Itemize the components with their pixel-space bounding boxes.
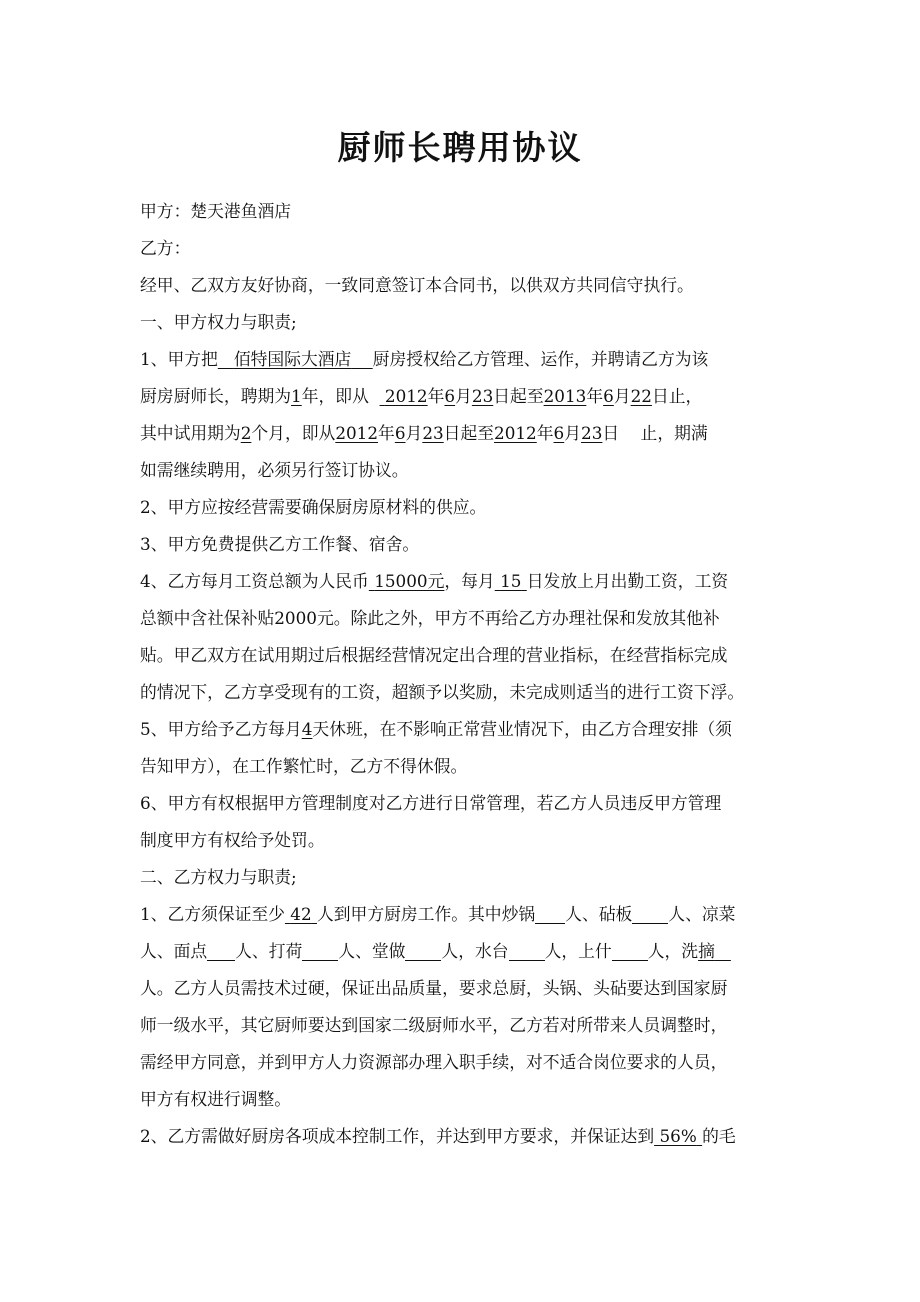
clause-a1-line-3: 其中试用期为2个月，即从2012年6月23日起至2012年6月23日 止，期满: [140, 423, 708, 443]
margin-field: 56%: [659, 1126, 697, 1146]
trial-months-field: 2: [240, 423, 252, 443]
clause-a4-line-3: 贴。甲乙双方在试用期过后根据经营情况定出合理的营业指标，在经营指标完成: [140, 645, 728, 665]
clause-b1-line-5: 需经甲方同意，并到甲方人力资源部办理入职手续，对不适合岗位要求的人员，: [140, 1052, 728, 1072]
term-years-field: 1: [291, 386, 302, 406]
section-2-heading: 二、乙方权力与职责;: [140, 867, 297, 887]
blank-water-station: [509, 940, 545, 961]
start-month-field: 6: [444, 386, 456, 406]
pay-day-field: 15: [500, 571, 522, 591]
trial-end-day-field: 23: [581, 423, 603, 443]
clause-a2: 2、甲方应按经营需要确保厨房原材料的供应。: [140, 497, 487, 517]
end-year-field: 2013: [543, 386, 587, 406]
end-month-field: 6: [603, 386, 614, 406]
blank-stir-fry: [535, 903, 565, 924]
document-title: 厨师长聘用协议: [337, 128, 583, 167]
clause-a4-line-2: 总额中含社保补贴2000元。除此之外，甲方不再给乙方办理社保和发放其他补: [140, 608, 720, 628]
trial-end-year-field: 2012: [494, 423, 537, 443]
clause-a4-line-4: 的情况下，乙方享受现有的工资，超额予以奖励，未完成则适当的进行工资下浮。: [140, 682, 745, 702]
clause-a6-line-2: 制度甲方有权给予处罚。: [140, 830, 325, 850]
trial-start-day-field: 23: [422, 423, 444, 443]
trial-start-year-field: 2012: [335, 423, 379, 443]
clause-b1-line-1: 1、乙方须保证至少 42 人到甲方厨房工作。其中炒锅 人、砧板 人、凉菜: [140, 904, 736, 924]
start-day-field: 23: [471, 386, 494, 406]
party-b-line: 乙方：: [140, 238, 191, 258]
clause-b1-line-6: 甲方有权进行调整。: [140, 1089, 292, 1109]
rest-days-field: 4: [301, 719, 313, 739]
salary-field: 15000元: [374, 571, 445, 591]
clause-a3: 3、甲方免费提供乙方工作餐、宿舍。: [140, 534, 420, 554]
clause-b1-line-2: 人、面点 人、打荷 人、堂做 人，水台 人，上什 人，洗摘: [140, 933, 800, 970]
blank-prep: [405, 940, 441, 961]
trial-start-month-field: 6: [394, 423, 406, 443]
blank-misc: [612, 940, 648, 961]
end-day-field: 22: [630, 386, 652, 406]
blank-chopping: [632, 903, 668, 924]
clause-a4-line-1: 4、乙方每月工资总额为人民币 15000元，每月 15 日发放上月出勤工资，工资: [140, 571, 729, 591]
clause-a1-line-1: 1、甲方把 佰特国际大酒店 厨房授权给乙方管理、运作，并聘请乙方为该: [140, 349, 709, 369]
clause-a6-line-1: 6、甲方有权根据甲方管理制度对乙方进行日常管理，若乙方人员违反甲方管理: [140, 793, 722, 813]
blank-pastry: [302, 940, 338, 961]
clause-b1-line-3: 人。乙方人员需技术过硬，保证出品质量，要求总厨，头锅、头砧要达到国家厨: [140, 978, 728, 998]
clause-a5-line-1: 5、甲方给予乙方每月4天休班，在不影响正常营业情况下，由乙方合理安排（须: [140, 719, 732, 739]
staff-count-field: 42: [290, 904, 312, 924]
wash-field: 摘: [698, 941, 715, 961]
section-1-heading: 一、甲方权力与职责;: [140, 312, 297, 332]
trial-end-month-field: 6: [553, 423, 565, 443]
intro-paragraph: 经甲、乙双方友好协商，一致同意签订本合同书，以供双方共同信守执行。: [140, 275, 694, 295]
party-a-line: 甲方：楚天港鱼酒店: [140, 201, 292, 221]
clause-a5-line-2: 告知甲方），在工作繁忙时，乙方不得休假。: [140, 756, 468, 776]
clause-b2-line-1: 2、乙方需做好厨房各项成本控制工作，并达到甲方要求，并保证达到 56% 的毛: [140, 1126, 736, 1146]
start-year-field: 2012: [384, 386, 428, 406]
blank-cold-dish: [207, 940, 235, 961]
clause-b1-line-4: 师一级水平，其它厨师要达到国家二级厨师水平，乙方若对所带来人员调整时，: [140, 1015, 728, 1035]
document-body: [140, 193, 800, 1155]
hotel-name-field: 佰特国际大酒店: [233, 349, 352, 369]
clause-a1-line-4: 如需继续聘用，必须另行签订协议。: [140, 460, 409, 480]
clause-a1-line-2: 厨房厨师长，聘期为1年，即从 2012年6月23日起至2013年6月22日止，: [140, 386, 703, 406]
